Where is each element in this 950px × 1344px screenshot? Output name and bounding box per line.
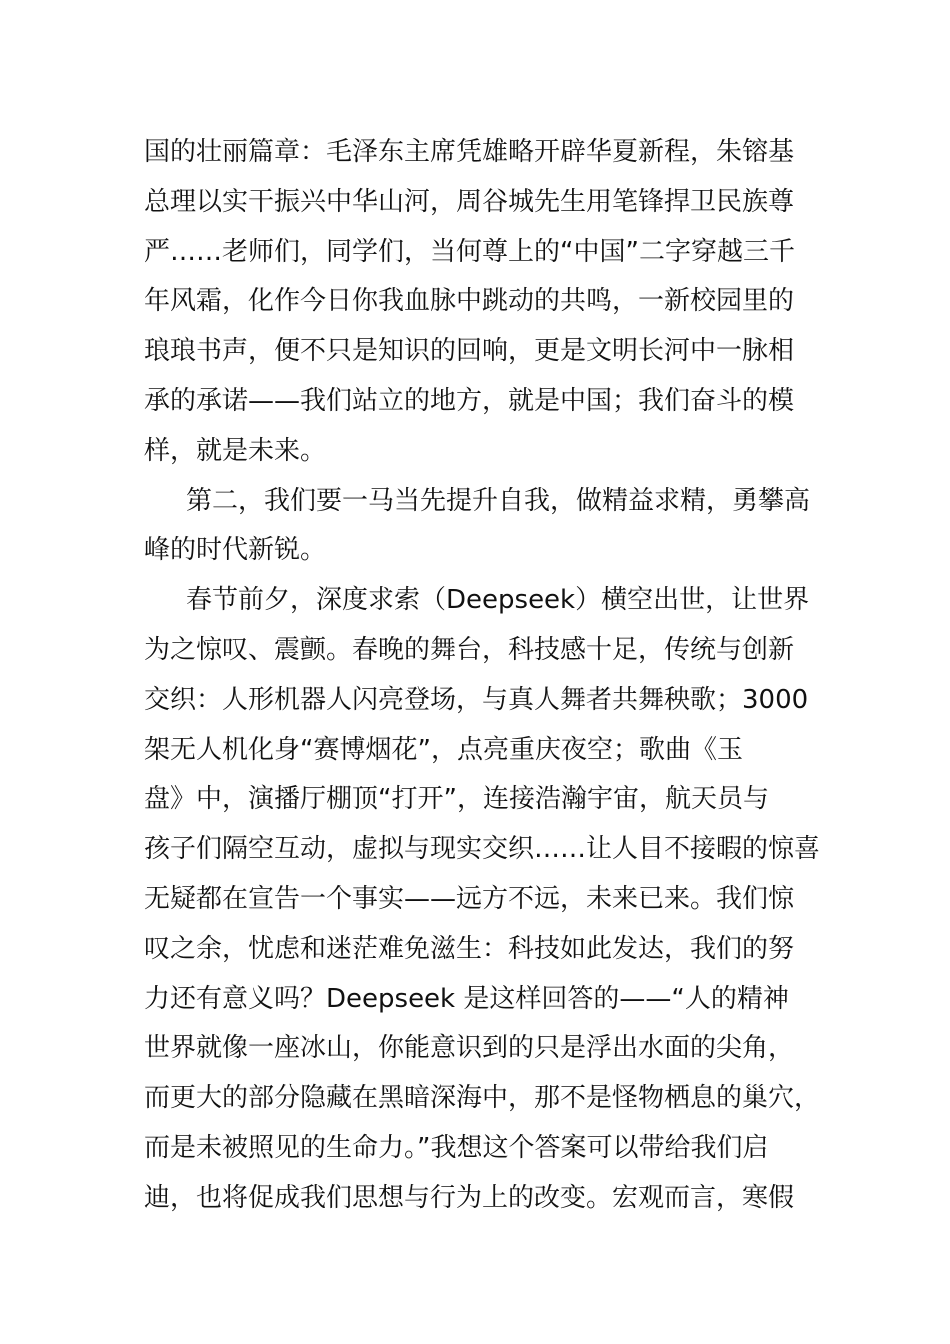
text-line: 架无人机化身“赛博烟花”，点亮重庆夜空；歌曲《玉 xyxy=(144,734,743,765)
text-line: 严……老师们，同学们，当何尊上的“中国”二字穿越三千 xyxy=(144,236,795,267)
text-line: 世界就像一座冰山，你能意识到的只是浮出水面的尖角， xyxy=(144,1033,795,1064)
text-line: 总理以实干振兴中华山河，周谷城先生用笔锋捍卫民族尊 xyxy=(144,186,795,217)
text-line: 峰的时代新锐。 xyxy=(144,535,327,566)
text-line: 样，就是未来。 xyxy=(144,435,327,466)
text-line: 盘》中，演播厅棚顶“打开”，连接浩瀚宇宙，航天员与 xyxy=(144,784,769,815)
text-line: 琅琅书声，便不只是知识的回响，更是文明长河中一脉相 xyxy=(144,336,795,367)
text-line: 而是未被照见的生命力。”我想这个答案可以带给我们启 xyxy=(144,1132,769,1163)
text-line: 承的承诺——我们站立的地方，就是中国；我们奋斗的模 xyxy=(144,385,795,416)
text-line: 叹之余，忧虑和迷茫难免滋生：科技如此发达，我们的努 xyxy=(144,933,795,964)
text-line: 国的壮丽篇章：毛泽东主席凭雄略开辟华夏新程，朱镕基 xyxy=(144,137,795,167)
paragraph-start-line: 第二，我们要一马当先提升自我，做精益求精，勇攀高 xyxy=(186,485,811,516)
text-line: 年风霜，化作今日你我血脉中跳动的共鸣，一新校园里的 xyxy=(144,286,795,317)
body-text xyxy=(144,128,821,1224)
text-line: 力还有意义吗？Deepseek 是这样回答的——“人的精神 xyxy=(144,983,789,1014)
text-line: 无疑都在宣告一个事实——远方不远，未来已来。我们惊 xyxy=(144,883,795,914)
text-line: 孩子们隔空互动，虚拟与现实交织……让人目不接暇的惊喜 xyxy=(144,834,821,865)
paragraph-start-line: 春节前夕，深度求索（Deepseek）横空出世，让世界 xyxy=(186,585,810,616)
text-line: 而更大的部分隐藏在黑暗深海中，那不是怪物栖息的巢穴， xyxy=(144,1083,821,1114)
text-line: 交织：人形机器人闪亮登场，与真人舞者共舞秧歌；3000 xyxy=(144,684,809,715)
text-line: 为之惊叹、震颤。春晚的舞台，科技感十足，传统与创新 xyxy=(144,634,795,665)
text-line: 迪，也将促成我们思想与行为上的改变。宏观而言，寒假 xyxy=(144,1182,795,1213)
